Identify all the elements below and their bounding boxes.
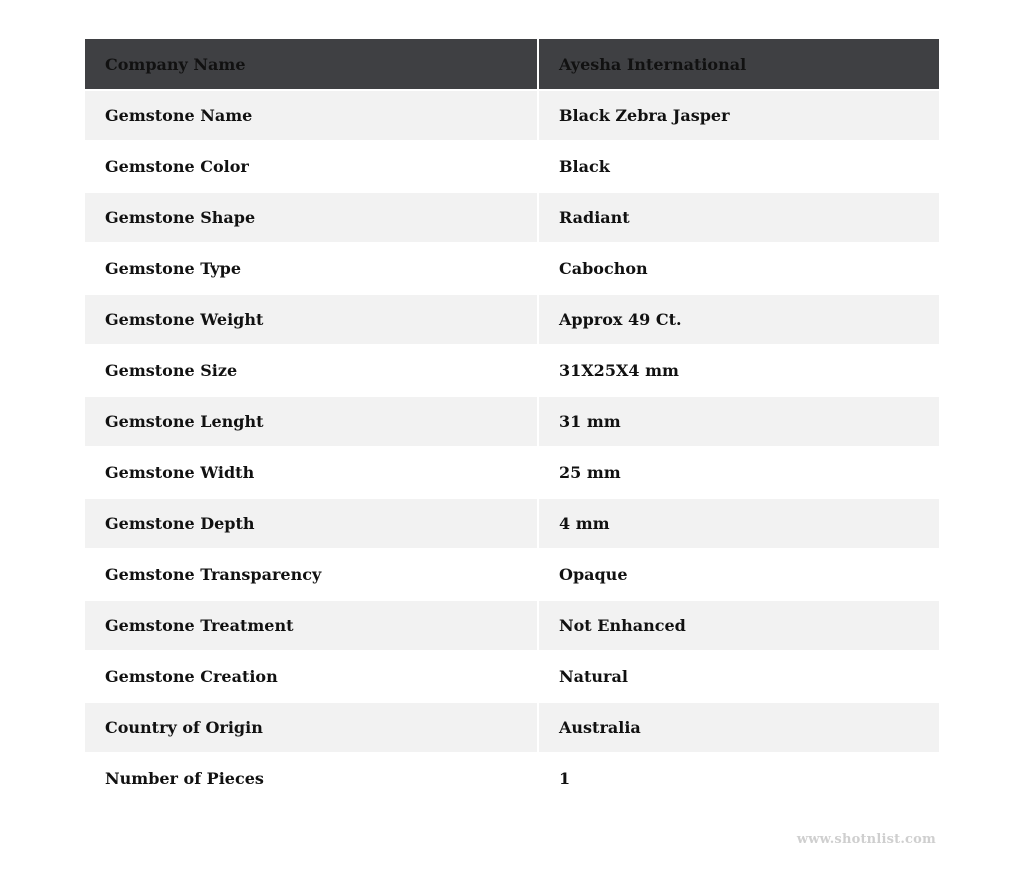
header-label-cell xyxy=(85,39,539,91)
table-row xyxy=(85,754,939,805)
table-row xyxy=(85,703,939,754)
table-row xyxy=(85,550,939,601)
row-label: Number of Pieces xyxy=(85,754,539,805)
row-label: Gemstone Depth xyxy=(85,499,539,550)
header-label: Company Name xyxy=(105,54,246,74)
row-value: Black Zebra Jasper xyxy=(539,91,939,142)
row-value: Black xyxy=(539,142,939,193)
row-label: Gemstone Size xyxy=(85,346,539,397)
table-row xyxy=(85,295,939,346)
row-label: Gemstone Width xyxy=(85,448,539,499)
row-value: Australia xyxy=(539,703,939,754)
table-row xyxy=(85,91,939,142)
table-row xyxy=(85,244,939,295)
spec-table-body xyxy=(85,39,939,805)
row-value: Opaque xyxy=(539,550,939,601)
row-label: Gemstone Transparency xyxy=(85,550,539,601)
row-label: Gemstone Weight xyxy=(85,295,539,346)
row-value: Natural xyxy=(539,652,939,703)
row-label: Gemstone Treatment xyxy=(85,601,539,652)
header-value-cell xyxy=(539,39,939,91)
table-row xyxy=(85,499,939,550)
table-row xyxy=(85,652,939,703)
row-value: 31X25X4 mm xyxy=(539,346,939,397)
row-value: 25 mm xyxy=(539,448,939,499)
row-value: Approx 49 Ct. xyxy=(539,295,939,346)
header-value: Ayesha International xyxy=(559,54,747,74)
table-row xyxy=(85,397,939,448)
row-value: Cabochon xyxy=(539,244,939,295)
table-header-row xyxy=(85,39,939,91)
row-value: Radiant xyxy=(539,193,939,244)
table-row xyxy=(85,448,939,499)
row-value: Not Enhanced xyxy=(539,601,939,652)
table-row xyxy=(85,601,939,652)
gemstone-spec-table xyxy=(85,39,939,805)
table-row xyxy=(85,346,939,397)
row-label: Gemstone Shape xyxy=(85,193,539,244)
row-label: Gemstone Color xyxy=(85,142,539,193)
row-label: Gemstone Lenght xyxy=(85,397,539,448)
row-label: Gemstone Type xyxy=(85,244,539,295)
row-label: Country of Origin xyxy=(85,703,539,754)
row-value: 31 mm xyxy=(539,397,939,448)
row-label: Gemstone Name xyxy=(85,91,539,142)
table-row xyxy=(85,142,939,193)
watermark: www.shotnlist.com xyxy=(796,832,936,847)
row-value: 1 xyxy=(539,754,939,805)
table-row xyxy=(85,193,939,244)
row-value: 4 mm xyxy=(539,499,939,550)
row-label: Gemstone Creation xyxy=(85,652,539,703)
